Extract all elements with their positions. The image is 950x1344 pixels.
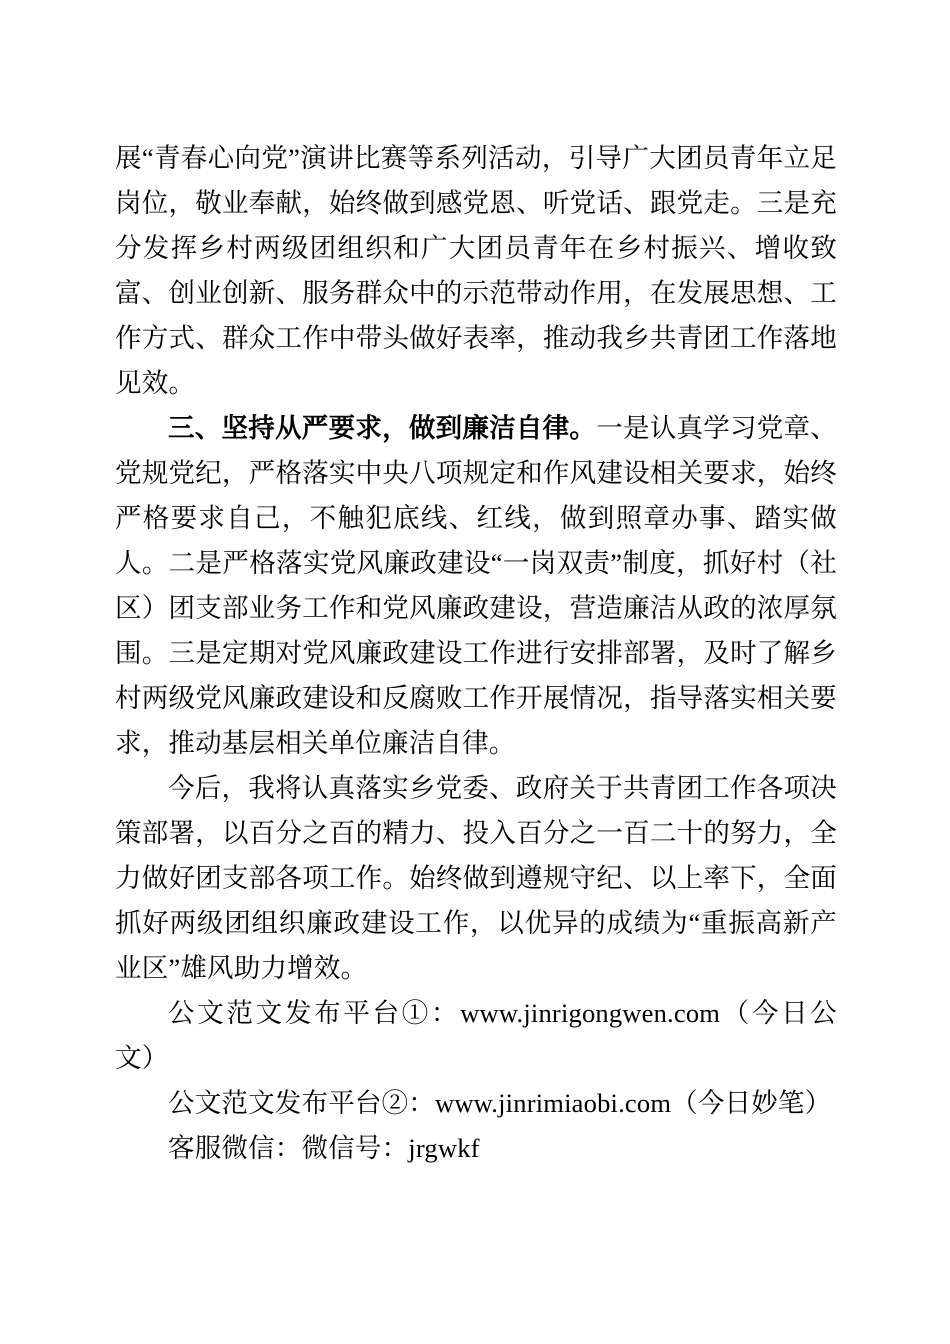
paragraph-platform-1 (115, 991, 837, 1081)
paragraph-text: 今后，我将认真落实乡党委、政府关于共青团工作各项决策部署，以百分之百的精力、投入百分之一百二十的努力，全力做好团支部各项工作。始终做到遵规守纪、以上率下，全面抓好两级团组织廉政建设工作，以优异的成绩为“重振高新产业区”雄风助力增效。 (115, 773, 837, 983)
paragraph-text: 展“青春心向党”演讲比赛等系列活动，引导广大团员青年立足岗位，敬业奉献，始终做到感党恩、听党话、跟党走。三是充分发挥乡村两级团组织和广大团员青年在乡村振兴、增收致富、创业创新、服务群众中的示范带动作用，在发展思想、工作方式、群众工作中带头做好表率，推动我乡共青团工作落地见效。 (115, 143, 837, 398)
paragraph-conclusion (115, 766, 837, 991)
paragraph-contact (115, 1126, 837, 1171)
document-body (115, 136, 837, 1171)
paragraph-bold-lead: 三、坚持从严要求，做到廉洁自律。 (168, 413, 597, 443)
paragraph-platform-2 (115, 1081, 837, 1126)
paragraph-text: 客服微信：微信号：jrgwkf (168, 1133, 480, 1163)
paragraph-text: 公文范文发布平台②：www.jinrimiaobi.com（今日妙笔） (168, 1088, 832, 1118)
paragraph-section-three (115, 406, 837, 766)
paragraph-text: 公文范文发布平台①：www.jinrigongwen.com（今日公文） (115, 998, 837, 1073)
paragraph-text: 一是认真学习党章、党规党纪，严格落实中央八项规定和作风建设相关要求，始终严格要求自己，不触犯底线、红线，做到照章办事、踏实做人。二是严格落实党风廉政建设“一岗双责”制度，抓好村（社区）团支部业务工作和党风廉政建设，营造廉洁从政的浓厚氛围。三是定期对党风廉政建设工作进行安排部署，及时了解乡村两级党风廉政建设和反腐败工作开展情况，指导落实相关要求，推动基层相关单位廉洁自律。 (115, 413, 837, 758)
paragraph-continuation (115, 136, 837, 406)
